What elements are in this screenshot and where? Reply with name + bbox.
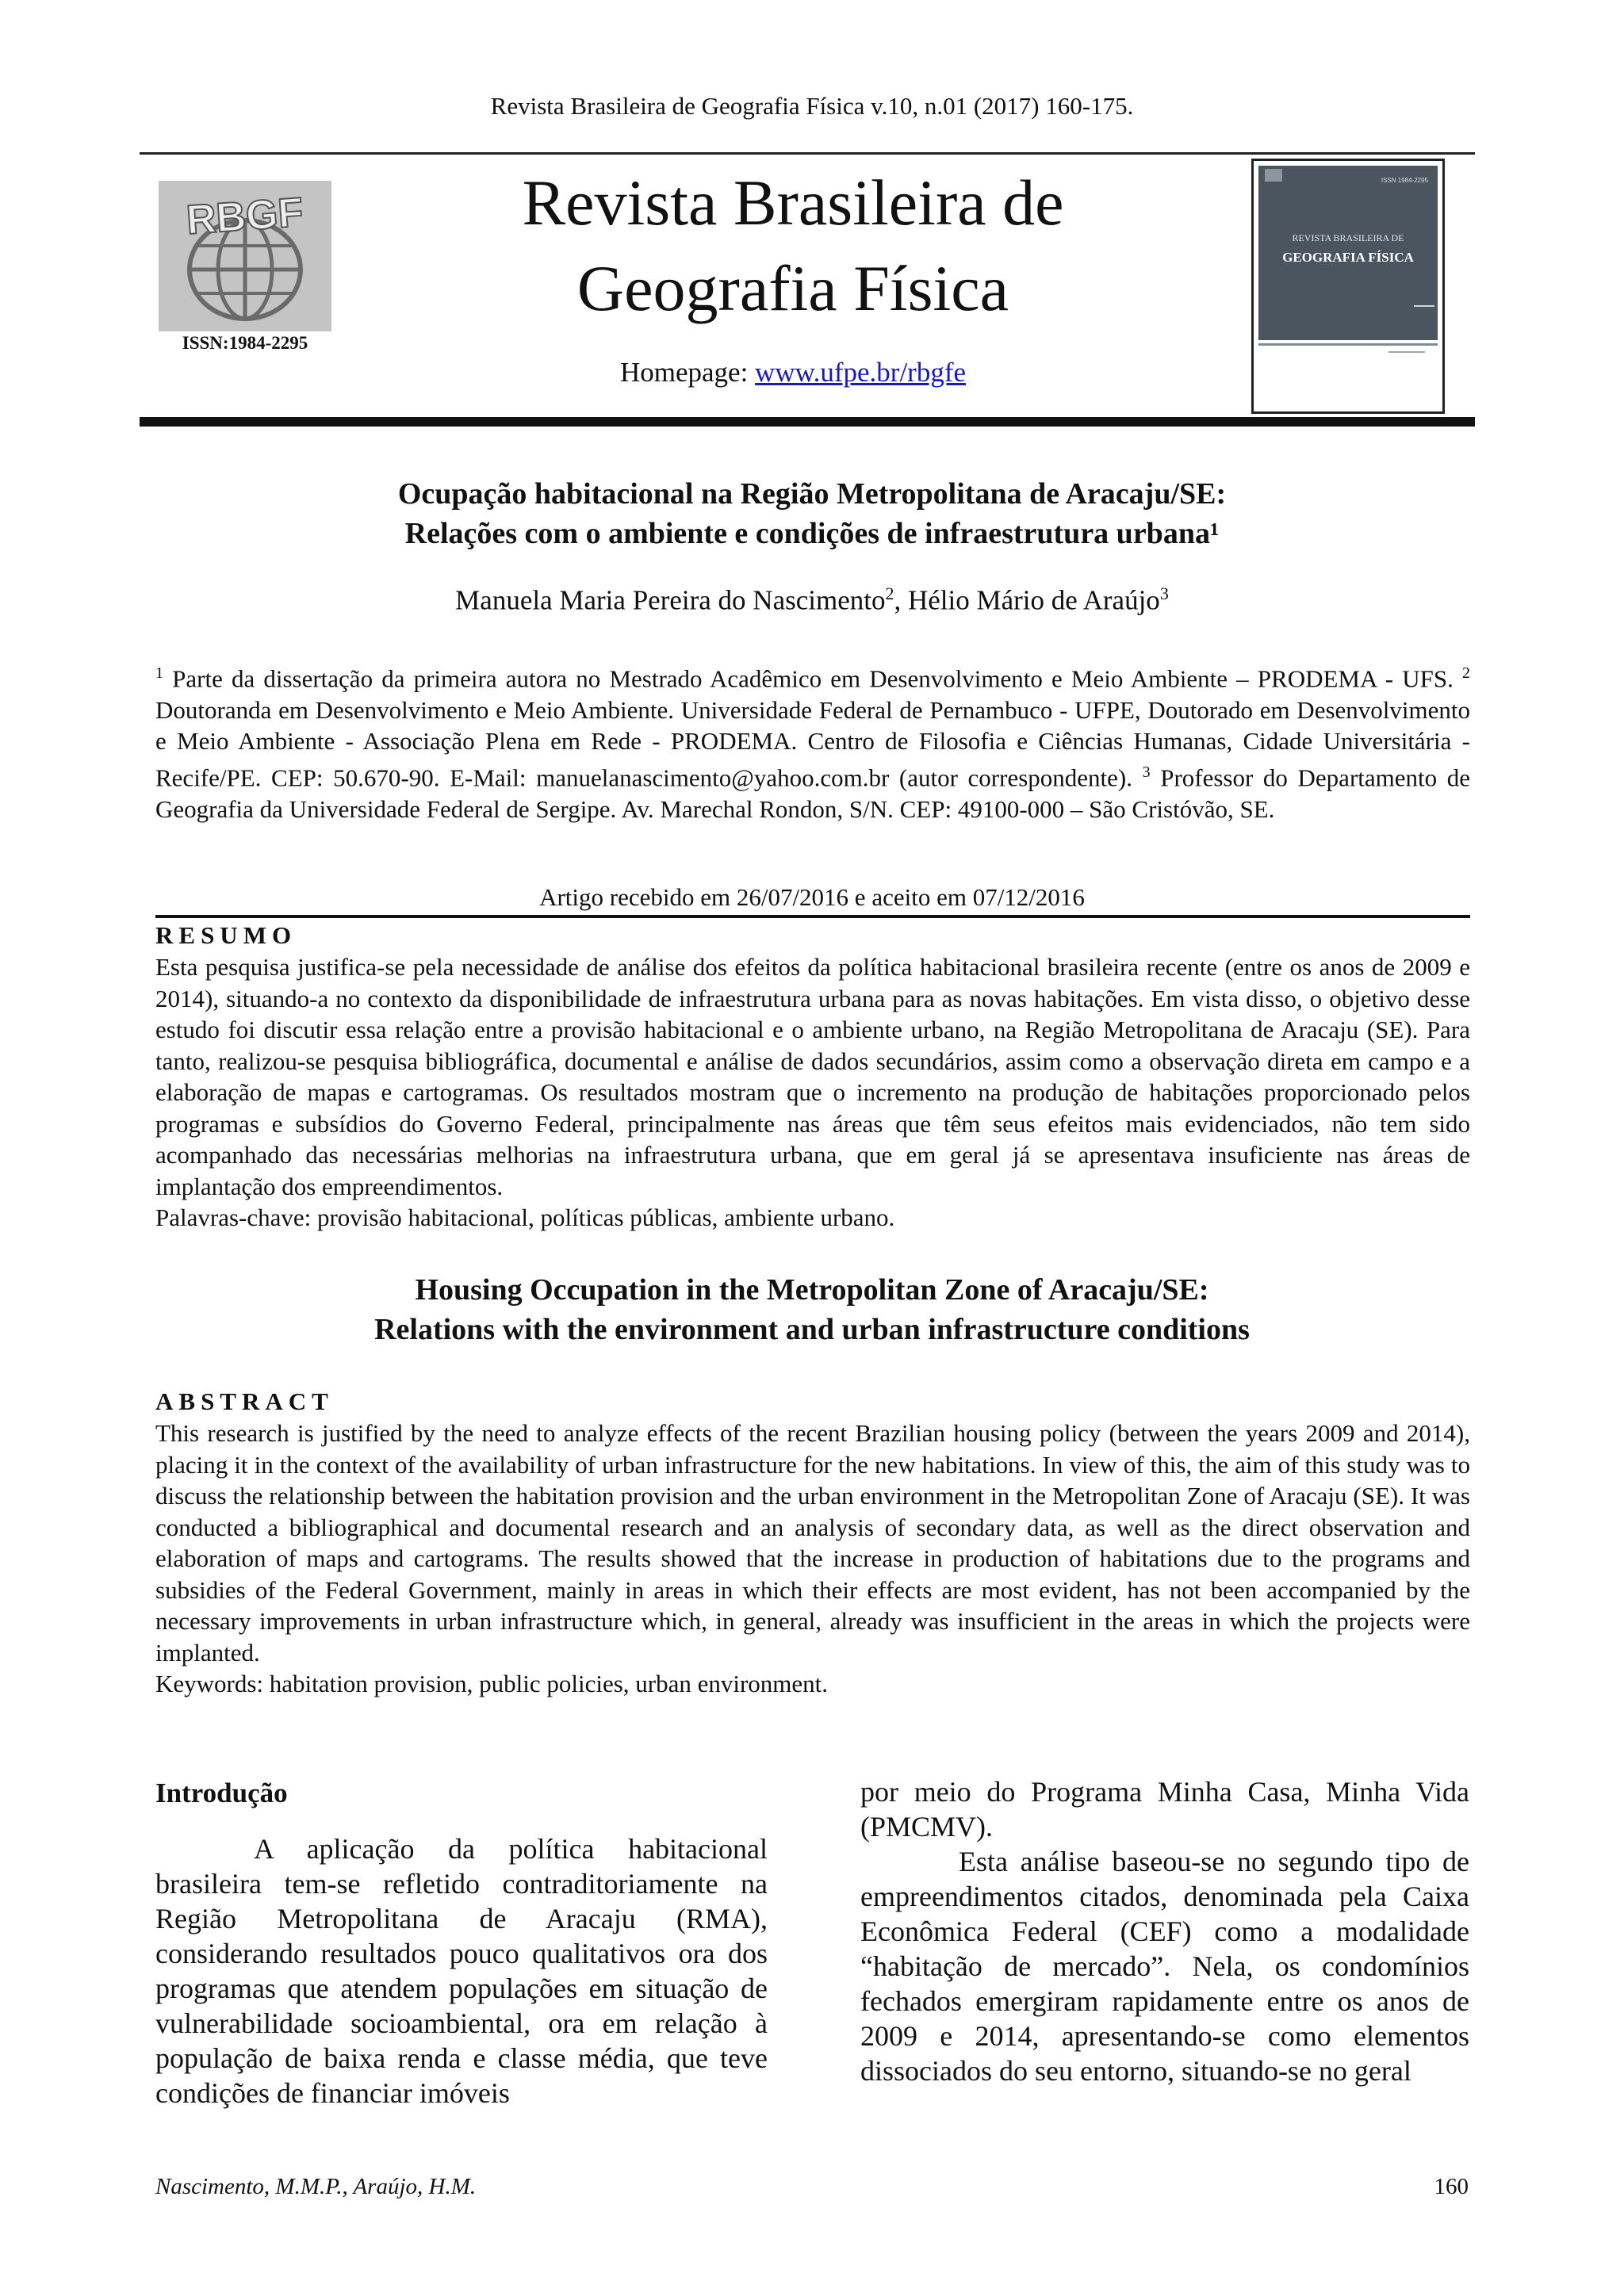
intro-spacer (155, 1811, 768, 1831)
affil-sup-1: 1 (155, 664, 163, 682)
running-head: Revista Brasileira de Geografia Física v.10, n.01 (2017) 160-175. (490, 92, 1134, 120)
author-2-sup: 3 (1159, 584, 1169, 603)
resumo-body (155, 951, 1470, 1234)
author-1-sup: 2 (885, 584, 894, 603)
received-dates: Artigo recebido em 26/07/2016 e aceito em 07/12/2016 (539, 883, 1085, 911)
cover-title: GEOGRAFIA FÍSICA (1282, 250, 1414, 265)
footer-authors: Nascimento, M.M.P., Araújo, H.M. (155, 2174, 477, 2199)
masthead-rule (140, 417, 1475, 427)
author-separator: , (894, 584, 908, 616)
issn: ISSN:1984-2295 (182, 333, 308, 353)
homepage (396, 357, 1189, 388)
article-title (155, 474, 1469, 553)
article-title-line1: Ocupação habitacional na Região Metropolitana de Aracaju/SE: (397, 477, 1227, 511)
resumo-rule (155, 915, 1470, 918)
right-column (860, 1774, 1469, 2088)
intro-heading: Introdução (155, 1777, 288, 1808)
right-paragraph-2: Esta análise baseou-se no segundo tipo de empreendimentos citados, denominada pela Caixa Econômica Federal (CEF) como a modalidade “habitação de mercado”. Nela, os condomínios fechados emergiram rapidamente entre os anos de 2009 e 2014, apresentando-se como elementos dissociados do seu entorno, situando-se no geral (860, 1846, 1469, 2087)
journal-cover (1251, 159, 1445, 414)
journal-title-line2: Geografia Física (576, 252, 1009, 324)
affil-text-1: Parte da dissertação da primeira autora no Mestrado Acadêmico em Desenvolvimento e Meio Ambiente – PRODEMA - UFS. (163, 664, 1462, 693)
article-title-line2: Relações com o ambiente e condições de infraestrutura urbana¹ (404, 517, 1220, 550)
journal-logo (159, 181, 331, 331)
abstract-heading: ABSTRACT (155, 1387, 334, 1415)
author-2: Hélio Mário de Araújo (907, 584, 1160, 616)
abstract-text: This research is justified by the need to analyze effects of the recent Brazilian housing policy (between the years 2009 and 2014), placing it in the context of the availability of urban infrastructure for the new habitations. In view of this, the aim of this study was to discuss the relationship between the habitation provision and the urban environment in the Metropolitan Zone of Aracaju (SE). It was conducted a bibliographical and documental research and an analysis of secondary data, as well as the direct observation and elaboration of maps and cartograms. The results showed that the increase in production of habitations due to the programs and subsidies of the Federal Government, mainly in areas in which their effects are most evident, has not been accompanied by the necessary improvements in urban infrastructure which, in general, already was insufficient in the areas in which the projects were implanted. (155, 1419, 1470, 1667)
page-number: 160 (1434, 2174, 1469, 2199)
journal-title (396, 160, 1189, 331)
affiliations (155, 658, 1470, 825)
abstract-body (155, 1418, 1470, 1700)
cover-stripe-small (1388, 351, 1425, 353)
affil-text-3: Professor do Departamento de Geografia da Universidade Federal de Sergipe. Av. Marechal Rondon, S/N. CEP: 49100-000 – São Cristóvão, SE. (155, 763, 1470, 823)
resumo-text: Esta pesquisa justifica-se pela necessidade de análise dos efeitos da política habitacional brasileira recente (entre os anos de 2009 e 2014), situando-a no contexto da disponibilidade de infraestrutura urbana para as novas habitações. Em vista disso, o objetivo desse estudo foi discutir essa relação entre a provisão habitacional e o ambiente urbano, na Região Metropolitana de Aracaju (SE). Para tanto, realizou-se pesquisa bibliográfica, documental e análise de dados secundários, assim como a observação direta em campo e a elaboração de mapas e cartogramas. Os resultados mostram que o incremento na produção de habitações proporcionado pelos programas e subsídios do Governo Federal, principalmente nas áreas que têm seus efeitos mais evidenciados, não tem sido acompanhado das necessárias melhorias na infraestrutura urbana, que em geral já se apresentava insuficiente nas áreas de implantação dos empreendimentos. (155, 953, 1470, 1200)
resumo-keywords: Palavras-chave: provisão habitacional, políticas públicas, ambiente urbano. (155, 1203, 895, 1231)
resumo-heading: RESUMO (155, 921, 297, 949)
cover-logo-icon (1265, 169, 1282, 182)
english-title (155, 1270, 1469, 1349)
cover-subtitle: REVISTA BRASILEIRA DE (1292, 232, 1404, 243)
header-rule (140, 152, 1475, 155)
logo-text: RBGF (185, 189, 305, 244)
affil-sup-2: 2 (1462, 664, 1470, 682)
author-1: Manuela Maria Pereira do Nascimento (455, 584, 886, 616)
english-title-line1: Housing Occupation in the Metropolitan Zone of Aracaju/SE: (415, 1273, 1209, 1307)
english-title-line2: Relations with the environment and urban infrastructure conditions (374, 1313, 1250, 1346)
homepage-label: Homepage: (619, 357, 756, 388)
affil-text-2: Doutoranda em Desenvolvimento e Meio Ambiente. Universidade Federal de Pernambuco - UFPE, Doutorado em Desenvolvimento e Meio Ambiente - Associação Plena em Rede - PRODEMA. Centro de Filosofia e Ciências Humanas, Cidade Universitária - Recife/PE. CEP: 50.670-90. E-Mail: manuelanascimento@yahoo.com.br (autor correspondente). (155, 695, 1470, 792)
cover-panel (1258, 166, 1438, 340)
journal-title-line1: Revista Brasileira de (522, 166, 1064, 239)
authors (155, 584, 1469, 617)
left-paragraph: A aplicação da política habitacional brasileira tem-se refletido contraditoriamente na Região Metropolitana de Aracaju (RMA), considerando resultados pouco qualitativos ora dos programas que atendem populações em situação de vulnerabilidade socioambiental, ora em relação à população de baixa renda e classe média, que teve condições de financiar imóveis (155, 1833, 768, 2109)
right-paragraph-1: por meio do Programa Minha Casa, Minha Vida (PMCMV). (860, 1776, 1469, 1843)
cover-issn: ISSN 1984-2295 (1381, 177, 1428, 184)
homepage-link[interactable]: www.ufpe.br/rbgfe (755, 357, 967, 388)
cover-stripe (1258, 343, 1438, 346)
abstract-keywords: Keywords: habitation provision, public policies, urban environment. (155, 1670, 829, 1697)
left-column (155, 1776, 768, 2110)
cover-line (1414, 305, 1434, 307)
affil-sup-3: 3 (1142, 763, 1151, 781)
